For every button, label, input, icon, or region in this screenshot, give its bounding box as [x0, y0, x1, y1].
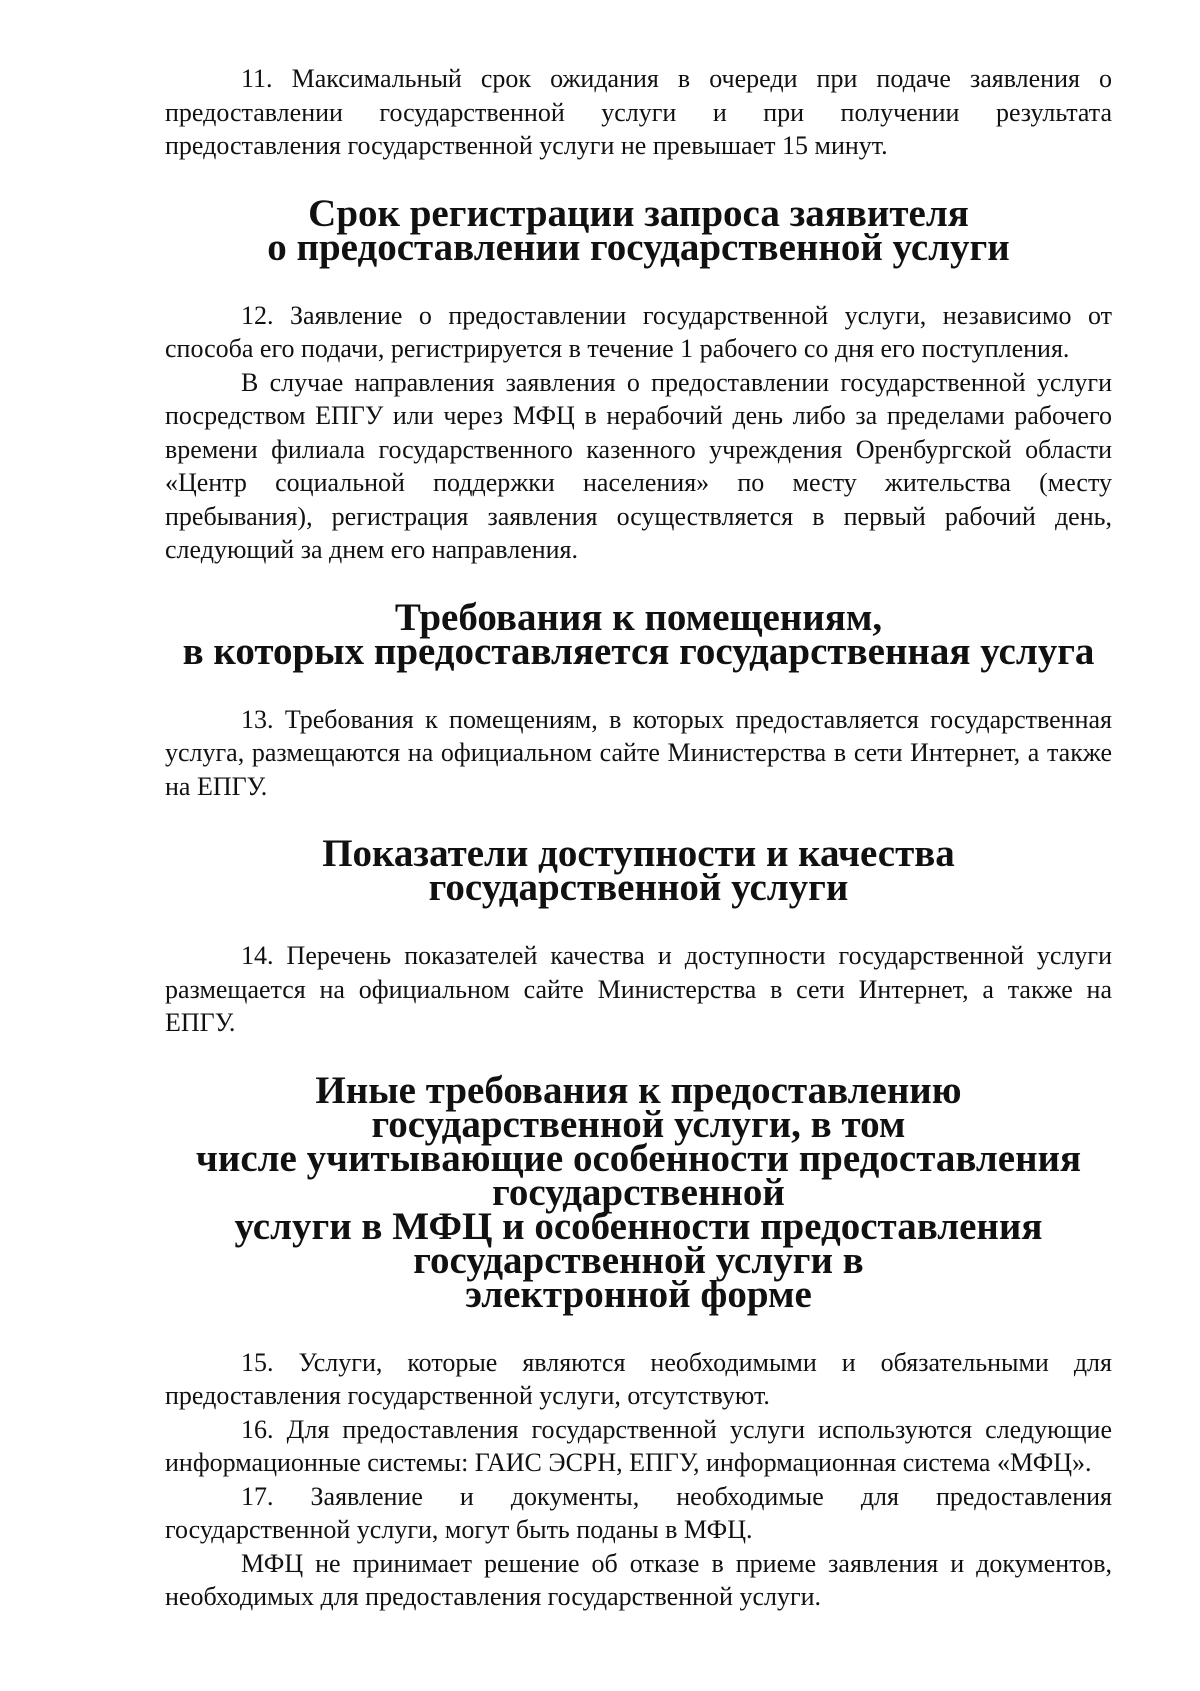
heading-line: электронной форме: [465, 1272, 812, 1316]
heading-registration-term: [165, 191, 1112, 269]
heading-other-requirements: [165, 1068, 1112, 1316]
heading-line: Срок регистрации запроса заявителя: [308, 191, 969, 235]
heading-quality-indicators: [165, 832, 1112, 909]
heading-line: Требования к помещениям,: [394, 595, 883, 639]
heading-line: в которых предоставляется государственная услуга: [182, 629, 1095, 673]
heading-premises-requirements: [165, 595, 1112, 673]
heading-line: о предоставлении государственной услуги: [267, 225, 1010, 269]
heading-line: Иные требования к предоставлению государственной услуги, в том: [315, 1068, 962, 1146]
paragraph-17-continued: МФЦ не принимает решение об отказе в приеме заявления и документов, необходимых для предоставления государственной услуги.: [165, 1548, 1112, 1611]
heading-line: числе учитывающие особенности предоставления государственной: [195, 1136, 1082, 1214]
paragraph-16: 16. Для предоставления государственной услуги используются следующие информационные системы: ГАИС ЭСРН, ЕПГУ, информационная система «МФЦ».: [165, 1414, 1112, 1477]
paragraph-12: 12. Заявление о предоставлении государственной услуги, независимо от способа его подачи, регистрируется в течение 1 рабочего со дня его поступления.: [165, 300, 1112, 363]
paragraph-14: 14. Перечень показателей качества и доступности государственной услуги размещается на официальном сайте Министерства в сети Интернет, а также на ЕПГУ.: [165, 941, 1112, 1037]
paragraph-15: 15. Услуги, которые являются необходимыми и обязательными для предоставления государственной услуги, отсутствуют.: [165, 1347, 1112, 1410]
paragraph-13: 13. Требования к помещениям, в которых предоставляется государственная услуга, размещаются на официальном сайте Министерства в сети Интернет, а также на ЕПГУ.: [165, 704, 1112, 801]
paragraph-17: 17. Заявление и документы, необходимые для предоставления государственной услуги, могут быть поданы в МФЦ.: [165, 1481, 1112, 1544]
heading-line: услуги в МФЦ и особенности предоставления государственной услуги в: [234, 1204, 1043, 1282]
heading-line: государственной услуги: [428, 866, 849, 909]
paragraph-12-continued: В случае направления заявления о предоставлении государственной услуги посредством ЕПГУ или через МФЦ в нерабочий день либо за пределами рабочего времени филиала государственного казенного учреждения Оренбургской области «Центр социальной поддержки населения» по месту жительства (месту пребывания), регистрация заявления осуществляется в первый рабочий день, следующий за днем его направления.: [165, 367, 1112, 564]
heading-line: Показатели доступности и качества: [322, 832, 955, 875]
paragraph-11: 11. Максимальный срок ожидания в очереди при подаче заявления о предоставлении государственной услуги и при получении результата предоставления государственной услуги не превышает 15 минут.: [165, 64, 1112, 160]
